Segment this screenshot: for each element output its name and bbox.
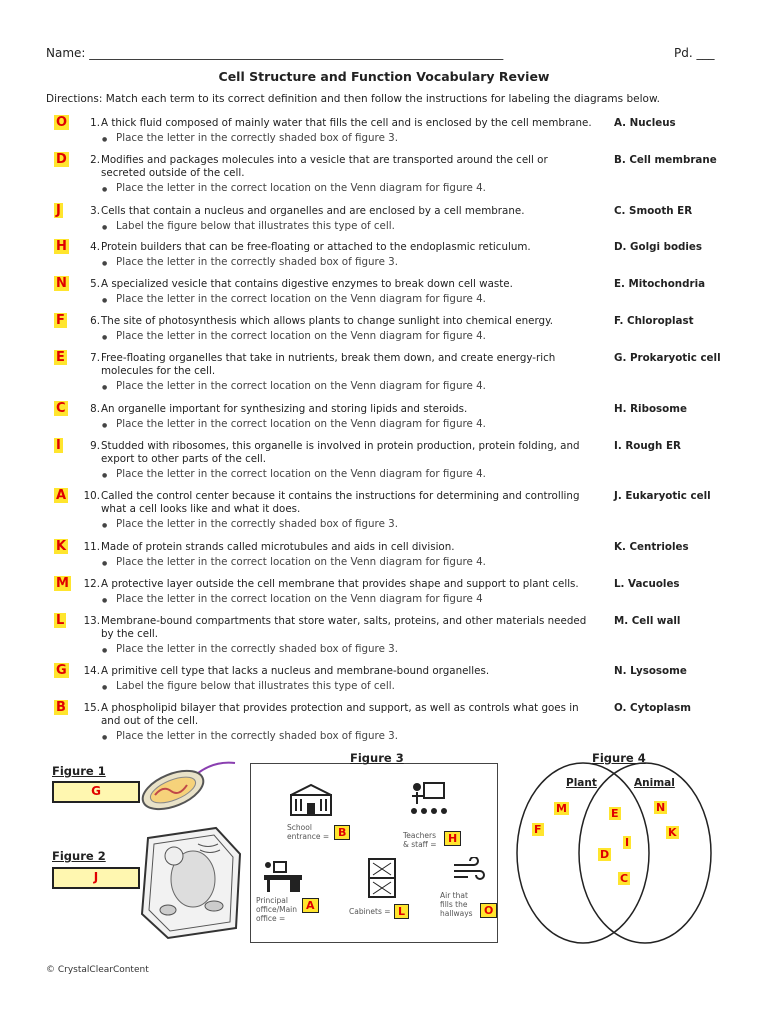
term: G. Prokaryotic cell [614, 352, 721, 364]
air-wind-icon [452, 857, 486, 883]
cabinets-answer[interactable]: L [394, 904, 409, 919]
eukaryotic-plant-cell-image [138, 824, 244, 942]
definition: Membrane-bound compartments that store water, salts, proteins, and other materials needed by the cell. [101, 615, 587, 640]
term: A. Nucleus [614, 117, 676, 129]
definition: An organelle important for synthesizing and storing lipids and steroids. [101, 403, 468, 415]
instruction: ● Place the letter in the correct location on the Venn diagram for figure 4. [116, 182, 596, 195]
item-number: 6. [90, 315, 100, 327]
principal-caption-2: office/Main [256, 905, 298, 914]
term: N. Lysosome [614, 665, 687, 677]
answer-letter: L [56, 613, 65, 628]
item-number: 8. [90, 403, 100, 415]
term: J. Eukaryotic cell [614, 490, 711, 502]
venn-plant-item: M [556, 802, 567, 815]
definition: A specialized vesicle that contains digestive enzymes to break down cell waste. [101, 278, 513, 290]
definition: Studded with ribosomes, this organelle is involved in protein production, protein folding, and export to other parts of the cell. [101, 440, 580, 465]
venn-animal-item: N [656, 801, 666, 814]
school-icon [288, 783, 334, 817]
instruction: ● Place the letter in the correct location on the Venn diagram for figure 4. [116, 293, 596, 306]
venn-both-item: C [620, 872, 629, 885]
answer-letter: B [56, 700, 66, 715]
figure-1-label: Figure 1 [52, 764, 106, 778]
term: M. Cell wall [614, 615, 681, 627]
venn-plant-item: F [534, 823, 542, 836]
definition: A thick fluid composed of mainly water that fills the cell and is enclosed by the cell membrane. [101, 117, 592, 129]
teachers-answer[interactable]: H [444, 831, 461, 846]
item-number: 3. [90, 205, 100, 217]
item-number: 1. [90, 117, 100, 129]
term: L. Vacuoles [614, 578, 680, 590]
cabinets-caption: Cabinets = [349, 907, 391, 916]
term: B. Cell membrane [614, 154, 717, 166]
item-number: 12. [83, 578, 100, 590]
air-caption: Air that [440, 891, 468, 900]
cabinets-icon [366, 857, 398, 899]
term: I. Rough ER [614, 440, 681, 452]
period-line: Pd. ___ [674, 46, 715, 60]
term: H. Ribosome [614, 403, 687, 415]
teachers-caption-2: & staff = [403, 840, 437, 849]
instruction: ● Label the figure below that illustrates this type of cell. [116, 220, 596, 233]
instruction: ● Place the letter in the correctly shaded box of figure 3. [116, 518, 596, 531]
figure-1-answer: G [91, 784, 101, 798]
air-answer[interactable]: O [480, 903, 497, 918]
definition: Modifies and packages molecules into a vesicle that are transported around the cell or secreted outside of the cell. [101, 154, 548, 179]
item-number: 13. [83, 615, 100, 627]
item-number: 9. [90, 440, 100, 452]
principal-caption-3: office = [256, 914, 286, 923]
figure-2-answer: J [93, 870, 99, 884]
definition: The site of photosynthesis which allows plants to change sunlight into chemical energy. [101, 315, 553, 327]
instruction: ● Place the letter in the correct location on the Venn diagram for figure 4. [116, 418, 596, 431]
definition: A protective layer outside the cell membrane that provides shape and support to plant cells. [101, 578, 579, 590]
figure-4-label: Figure 4 [592, 751, 646, 765]
answer-letter: M [56, 576, 69, 591]
item-number: 11. [83, 541, 100, 553]
figure-1-answer-box[interactable] [52, 781, 140, 803]
venn-both-item: I [625, 836, 630, 849]
term: K. Centrioles [614, 541, 689, 553]
venn-diagram [514, 760, 714, 946]
instruction: ● Place the letter in the correct location on the Venn diagram for figure 4 [116, 593, 596, 606]
term: E. Mitochondria [614, 278, 706, 290]
definition: A phospholipid bilayer that provides protection and support, as well as controls what goes in and out of the cell. [101, 702, 579, 727]
air-caption-2: fills the [440, 900, 468, 909]
answer-letter: J [56, 203, 61, 218]
answer-letter: G [56, 663, 67, 678]
air-caption-3: hallways [440, 909, 473, 918]
answer-letter: H [56, 239, 67, 254]
answer-letter: O [56, 115, 68, 130]
answer-letter: N [56, 276, 67, 291]
figure-2-answer-box[interactable] [52, 867, 140, 889]
name-line: Name: _____________________________________________________________________ [46, 46, 504, 60]
item-number: 14. [83, 665, 100, 677]
answer-letter: K [56, 539, 67, 554]
item-number: 4. [90, 241, 100, 253]
principal-answer[interactable]: A [302, 898, 319, 913]
instruction: ● Place the letter in the correct location on the Venn diagram for figure 4. [116, 556, 596, 569]
definition: Called the control center because it contains the instructions for determining and controlling what a cell looks like and what it does. [101, 490, 580, 515]
definition: Made of protein strands called microtubules and aids in cell division. [101, 541, 455, 553]
definition: Cells that contain a nucleus and organelles and are enclosed by a cell membrane. [101, 205, 525, 217]
principal-office-icon [262, 857, 304, 893]
instruction: ● Place the letter in the correctly shaded box of figure 3. [116, 132, 596, 145]
instruction: ● Place the letter in the correct location on the Venn diagram for figure 4. [116, 468, 596, 481]
item-number: 5. [90, 278, 100, 290]
venn-plant-label: Plant [566, 777, 597, 789]
school-answer[interactable]: B [334, 825, 350, 840]
item-number: 15. [83, 702, 100, 714]
figure-3-label: Figure 3 [350, 751, 404, 765]
school-caption: School [287, 823, 312, 832]
instruction: ● Place the letter in the correct location on the Venn diagram for figure 4. [116, 380, 596, 393]
term: C. Smooth ER [614, 205, 693, 217]
item-number: 10. [83, 490, 100, 502]
instruction: ● Place the letter in the correctly shaded box of figure 3. [116, 643, 596, 656]
venn-animal-label: Animal [634, 777, 675, 789]
directions: Directions: Match each term to its correct definition and then follow the instructions for labeling the diagrams below. [46, 93, 660, 105]
teachers-caption: Teachers [403, 831, 436, 840]
definition: Free-floating organelles that take in nutrients, break them down, and create energy-rich molecules for the cell. [101, 352, 556, 377]
venn-both-item: E [611, 807, 619, 820]
answer-letter: I [56, 438, 61, 453]
instruction: ● Place the letter in the correctly shaded box of figure 3. [116, 730, 596, 743]
term: F. Chloroplast [614, 315, 694, 327]
venn-both-item: D [600, 848, 610, 861]
page-title: Cell Structure and Function Vocabulary Review [218, 69, 550, 84]
principal-caption: Principal [256, 896, 288, 905]
definition: A primitive cell type that lacks a nucleus and membrane-bound organelles. [101, 665, 490, 677]
teachers-icon [408, 780, 448, 818]
term: D. Golgi bodies [614, 241, 703, 253]
venn-animal-item: K [668, 826, 677, 839]
instruction: ● Label the figure below that illustrates this type of cell. [116, 680, 596, 693]
instruction: ● Place the letter in the correctly shaded box of figure 3. [116, 256, 596, 269]
definition: Protein builders that can be free-floating or attached to the endoplasmic reticulum. [101, 241, 531, 253]
answer-letter: E [56, 350, 65, 365]
term: O. Cytoplasm [614, 702, 691, 714]
answer-letter: F [56, 313, 65, 328]
footer-copyright: © CrystalClearContent [46, 965, 149, 975]
school-caption-2: entrance = [287, 832, 330, 841]
prokaryotic-cell-image [135, 755, 245, 815]
item-number: 2. [90, 154, 100, 166]
instruction: ● Place the letter in the correct location on the Venn diagram for figure 4. [116, 330, 596, 343]
answer-letter: A [56, 488, 67, 503]
answer-letter: C [56, 401, 66, 416]
item-number: 7. [90, 352, 100, 364]
figure-2-label: Figure 2 [52, 849, 106, 863]
answer-letter: D [56, 152, 67, 167]
